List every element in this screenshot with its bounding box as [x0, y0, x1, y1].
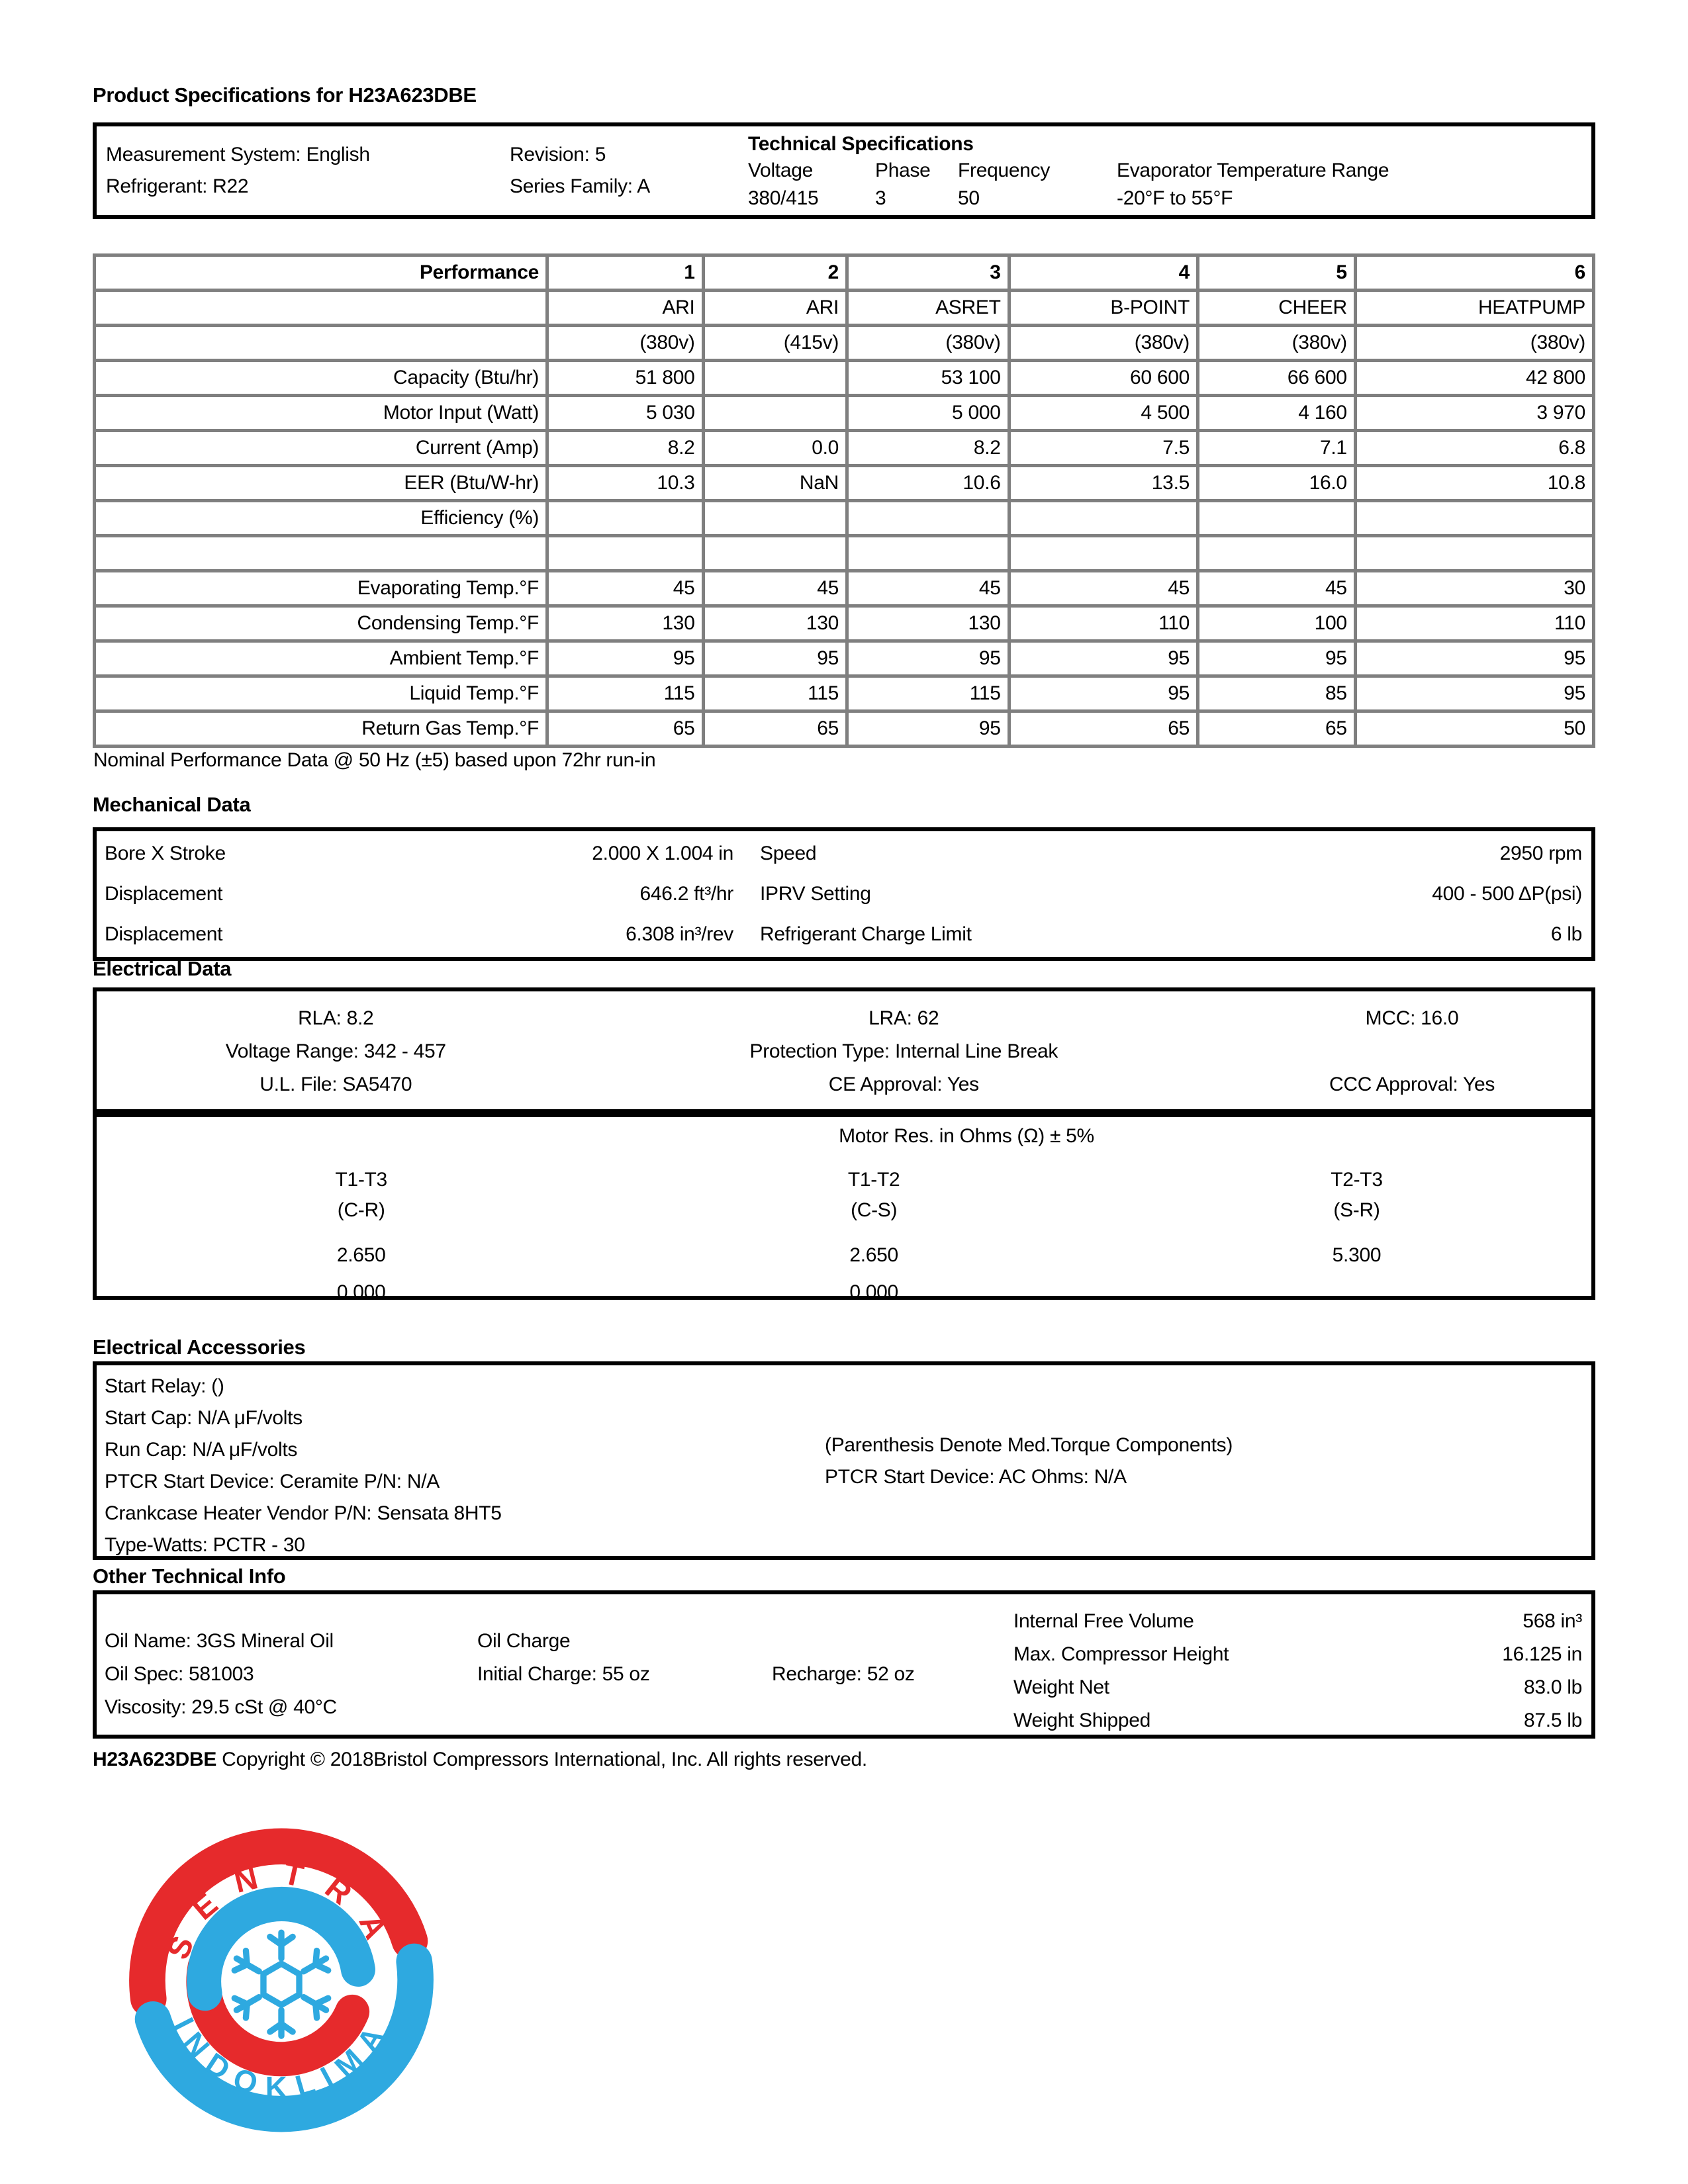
- row-label: Evaporating Temp.°F: [95, 571, 547, 606]
- ccc-approval: CCC Approval: Yes: [1329, 1073, 1495, 1095]
- ptcr-start-device: PTCR Start Device: Ceramite P/N: N/A: [105, 1471, 440, 1492]
- ptcr-ac-ohms: PTCR Start Device: AC Ohms: N/A: [825, 1466, 1127, 1488]
- viscosity: Viscosity: 29.5 cSt @ 40°C: [105, 1696, 337, 1718]
- perf-cell: 3: [847, 255, 1009, 291]
- winding-sub: (C-S): [851, 1199, 898, 1221]
- perf-cell: 7.1: [1198, 431, 1356, 466]
- series-family: Series Family: A: [510, 175, 650, 197]
- perf-cell: [547, 536, 704, 571]
- perf-cell: 85: [1198, 676, 1356, 711]
- perf-cell: 5 000: [847, 396, 1009, 431]
- perf-cell: 0.0: [703, 431, 847, 466]
- mechanical-row: [105, 834, 1583, 874]
- perf-cell: 95: [1009, 641, 1197, 676]
- other-info-heading: Other Technical Info: [93, 1565, 286, 1588]
- electrical-ratings: [97, 991, 1591, 1117]
- table-row: [95, 536, 1594, 571]
- perf-cell: (380v): [547, 326, 704, 361]
- table-row: [95, 676, 1594, 711]
- table-row: [95, 291, 1594, 326]
- perf-cell: 53 100: [847, 361, 1009, 396]
- accessories-heading: Electrical Accessories: [93, 1336, 306, 1359]
- perf-cell: 65: [1198, 711, 1356, 747]
- electrical-row: [97, 1007, 1591, 1030]
- tech-specs-title: Technical Specifications: [748, 133, 974, 155]
- type-watts: Type-Watts: PCTR - 30: [105, 1534, 305, 1556]
- perf-cell: 130: [547, 606, 704, 641]
- perf-cell: 130: [703, 606, 847, 641]
- perf-cell: 4 500: [1009, 396, 1197, 431]
- perf-cell: 95: [1355, 676, 1593, 711]
- winding-resistance: 0.000: [336, 1281, 386, 1303]
- start-relay: Start Relay: (): [105, 1375, 224, 1397]
- motor-res-title: Motor Res. in Ohms (Ω) ± 5%: [839, 1125, 1094, 1147]
- weight-shipped-value: 87.5 lb: [1524, 1709, 1582, 1731]
- motor-resistance: [97, 1117, 1591, 1308]
- perf-cell: (415v): [703, 326, 847, 361]
- perf-cell: 115: [847, 676, 1009, 711]
- perf-cell: [547, 501, 704, 536]
- perf-cell: 1: [547, 255, 704, 291]
- table-row: [95, 571, 1594, 606]
- perf-cell: [1198, 536, 1356, 571]
- winding-resistance: 0.000: [849, 1281, 898, 1303]
- weight-shipped-label: Weight Shipped: [1013, 1709, 1151, 1731]
- torque-note: (Parenthesis Denote Med.Torque Components): [825, 1434, 1233, 1456]
- model-number: H23A623DBE: [93, 1749, 217, 1770]
- perf-cell: 66 600: [1198, 361, 1356, 396]
- row-label: Ambient Temp.°F: [95, 641, 547, 676]
- row-label: [95, 326, 547, 361]
- page-title: Product Specifications for H23A623DBE: [93, 83, 477, 107]
- table-row: [95, 606, 1594, 641]
- perf-cell: 8.2: [847, 431, 1009, 466]
- perf-cell: [1355, 536, 1593, 571]
- winding-resistance: 2.650: [336, 1244, 386, 1266]
- snowflake-icon: [231, 1933, 332, 2036]
- perf-cell: 6: [1355, 255, 1593, 291]
- mechanical-row: [105, 914, 1583, 954]
- perf-cell: ASRET: [847, 291, 1009, 326]
- header-mid-column: [510, 132, 748, 210]
- protection-type: Protection Type: Internal Line Break: [749, 1040, 1058, 1062]
- perf-cell: B-POINT: [1009, 291, 1197, 326]
- perf-cell: CHEER: [1198, 291, 1356, 326]
- perf-cell: 45: [703, 571, 847, 606]
- weight-net-label: Weight Net: [1013, 1676, 1109, 1698]
- oil-info: [105, 1625, 337, 1724]
- logo-top-textpath: SENTRA: [160, 1855, 402, 1965]
- spec-row: [1013, 1638, 1582, 1671]
- winding-t2-t3: [1122, 1165, 1591, 1308]
- table-row: [95, 326, 1594, 361]
- perf-cell: 2: [703, 255, 847, 291]
- perf-cell: (380v): [1009, 326, 1197, 361]
- lra-value: LRA: 62: [868, 1007, 939, 1029]
- mechanical-heading: Mechanical Data: [93, 793, 251, 816]
- perf-cell: [703, 501, 847, 536]
- recharge: Recharge: 52 oz: [772, 1663, 915, 1685]
- copyright-line: [93, 1749, 867, 1771]
- perf-cell: 4 160: [1198, 396, 1356, 431]
- header-box: [93, 122, 1595, 219]
- perf-cell: 42 800: [1355, 361, 1593, 396]
- perf-cell: 30: [1355, 571, 1593, 606]
- performance-note: Nominal Performance Data @ 50 Hz (±5) based upon 72hr run-in: [93, 749, 656, 771]
- perf-cell: 65: [1009, 711, 1197, 747]
- spec-row: [1013, 1671, 1582, 1704]
- frequency-value: 50: [958, 187, 980, 209]
- displacement-rev-label: Displacement: [105, 923, 223, 945]
- perf-cell: 3 970: [1355, 396, 1593, 431]
- perf-cell: [847, 501, 1009, 536]
- perf-cell: 65: [547, 711, 704, 747]
- height-value: 16.125 in: [1502, 1643, 1582, 1665]
- logo-red-inner-arc: [203, 1967, 352, 2060]
- ce-approval: CE Approval: Yes: [828, 1073, 979, 1095]
- perf-cell: (380v): [1198, 326, 1356, 361]
- electrical-box: [93, 987, 1595, 1303]
- perf-cell: 130: [847, 606, 1009, 641]
- perf-cell: 10.8: [1355, 466, 1593, 501]
- iprv-value: 400 - 500 ΔP(psi): [1432, 883, 1582, 905]
- perf-cell: (380v): [1355, 326, 1593, 361]
- displacement-hr-value: 646.2 ft³/hr: [639, 883, 733, 905]
- row-label: Motor Input (Watt): [95, 396, 547, 431]
- table-row: [95, 641, 1594, 676]
- perf-cell: 10.3: [547, 466, 704, 501]
- perf-cell: 110: [1355, 606, 1593, 641]
- perf-cell: ARI: [703, 291, 847, 326]
- row-label: Current (Amp): [95, 431, 547, 466]
- row-label: Capacity (Btu/hr): [95, 361, 547, 396]
- perf-cell: 10.6: [847, 466, 1009, 501]
- charge-limit-label: Refrigerant Charge Limit: [760, 923, 972, 945]
- charge-limit-value: 6 lb: [1550, 923, 1582, 945]
- frequency-label: Frequency: [958, 159, 1051, 181]
- other-info-box: [93, 1590, 1595, 1739]
- table-row: [95, 466, 1594, 501]
- perf-cell: [1355, 501, 1593, 536]
- winding-resistance: 5.300: [1332, 1244, 1382, 1266]
- oil-name: Oil Name: 3GS Mineral Oil: [105, 1630, 334, 1652]
- bore-stroke-label: Bore X Stroke: [105, 842, 226, 865]
- oil-spec: Oil Spec: 581003: [105, 1663, 254, 1685]
- displacement-hr-label: Displacement: [105, 883, 223, 905]
- perf-cell: 51 800: [547, 361, 704, 396]
- tech-specs-grid: [748, 159, 1582, 210]
- table-row: [95, 711, 1594, 747]
- perf-cell: [847, 536, 1009, 571]
- row-label: Condensing Temp.°F: [95, 606, 547, 641]
- bore-stroke-value: 2.000 X 1.004 in: [592, 842, 733, 865]
- electrical-heading: Electrical Data: [93, 957, 232, 980]
- spec-row: [1013, 1704, 1582, 1737]
- rla-value: RLA: 8.2: [298, 1007, 374, 1029]
- perf-cell: 5 030: [547, 396, 704, 431]
- perf-cell: 16.0: [1198, 466, 1356, 501]
- winding-name: T2-T3: [1331, 1169, 1383, 1191]
- start-cap: Start Cap: N/A μF/volts: [105, 1407, 303, 1429]
- perf-cell: 45: [847, 571, 1009, 606]
- perf-cell: 4: [1009, 255, 1197, 291]
- measurement-system: Measurement System: English: [106, 144, 370, 165]
- table-row: [95, 501, 1594, 536]
- evap-range-value: -20°F to 55°F: [1117, 187, 1233, 209]
- mcc-value: MCC: 16.0: [1365, 1007, 1459, 1029]
- initial-charge: Initial Charge: 55 oz: [477, 1663, 650, 1685]
- tech-specs: [748, 132, 1582, 210]
- perf-cell: 50: [1355, 711, 1593, 747]
- crankcase-heater: Crankcase Heater Vendor P/N: Sensata 8HT5: [105, 1502, 502, 1524]
- dimensions-weights: [1013, 1605, 1582, 1737]
- phase-value: 3: [875, 187, 886, 209]
- performance-table: [93, 253, 1595, 748]
- perf-cell: [1009, 536, 1197, 571]
- perf-cell: 60 600: [1009, 361, 1197, 396]
- header-left-column: [106, 132, 510, 210]
- free-volume-label: Internal Free Volume: [1013, 1610, 1194, 1632]
- speed-label: Speed: [760, 842, 817, 865]
- speed-value: 2950 rpm: [1499, 842, 1582, 865]
- winding-t1-t2: [626, 1165, 1122, 1308]
- table-row: [95, 396, 1594, 431]
- perf-cell: 45: [547, 571, 704, 606]
- evap-range-label: Evaporator Temperature Range: [1117, 159, 1389, 181]
- perf-cell: 115: [703, 676, 847, 711]
- table-row: [95, 255, 1594, 291]
- run-cap: Run Cap: N/A μF/volts: [105, 1439, 298, 1461]
- perf-cell: 95: [1355, 641, 1593, 676]
- company-logo: [109, 1808, 453, 2152]
- perf-cell: 95: [1009, 676, 1197, 711]
- row-label: Performance: [95, 255, 547, 291]
- mechanical-box: [93, 827, 1595, 961]
- row-label: Efficiency (%): [95, 501, 547, 536]
- row-label: [95, 291, 547, 326]
- perf-cell: 95: [547, 641, 704, 676]
- perf-cell: 115: [547, 676, 704, 711]
- perf-cell: 13.5: [1009, 466, 1197, 501]
- perf-cell: 65: [703, 711, 847, 747]
- mechanical-row: [105, 874, 1583, 915]
- table-row: [95, 361, 1594, 396]
- height-label: Max. Compressor Height: [1013, 1643, 1229, 1665]
- performance-table-body: [95, 255, 1594, 747]
- perf-cell: [1198, 501, 1356, 536]
- electrical-row: [97, 1073, 1591, 1096]
- voltage-value: 380/415: [748, 187, 819, 209]
- perf-cell: 95: [703, 641, 847, 676]
- perf-cell: 5: [1198, 255, 1356, 291]
- electrical-row: [97, 1040, 1591, 1063]
- oil-charge-label: Oil Charge: [477, 1630, 571, 1652]
- perf-cell: 100: [1198, 606, 1356, 641]
- free-volume-value: 568 in³: [1523, 1610, 1582, 1632]
- winding-resistance: 2.650: [849, 1244, 898, 1266]
- oil-charge-info: [477, 1625, 650, 1691]
- row-label: Return Gas Temp.°F: [95, 711, 547, 747]
- winding-t1-t3: [97, 1165, 626, 1308]
- winding-name: T1-T3: [335, 1169, 387, 1191]
- voltage-label: Voltage: [748, 159, 813, 181]
- logo-bottom-textpath: INDOKLIMA: [166, 2011, 397, 2105]
- row-label: Liquid Temp.°F: [95, 676, 547, 711]
- perf-cell: ARI: [547, 291, 704, 326]
- copyright-text: Copyright © 2018Bristol Compressors International, Inc. All rights reserved.: [216, 1749, 867, 1770]
- table-row: [95, 431, 1594, 466]
- perf-cell: NaN: [703, 466, 847, 501]
- perf-cell: 95: [847, 641, 1009, 676]
- perf-cell: 8.2: [547, 431, 704, 466]
- perf-cell: [703, 536, 847, 571]
- perf-cell: 45: [1198, 571, 1356, 606]
- winding-sub: (S-R): [1333, 1199, 1380, 1221]
- ul-file: U.L. File: SA5470: [259, 1073, 412, 1095]
- perf-cell: HEATPUMP: [1355, 291, 1593, 326]
- weight-net-value: 83.0 lb: [1524, 1676, 1582, 1698]
- iprv-label: IPRV Setting: [760, 883, 871, 905]
- accessories-box: [93, 1361, 1595, 1560]
- perf-cell: 95: [1198, 641, 1356, 676]
- perf-cell: 7.5: [1009, 431, 1197, 466]
- perf-cell: [703, 396, 847, 431]
- revision: Revision: 5: [510, 144, 606, 165]
- phase-label: Phase: [875, 159, 931, 181]
- perf-cell: (380v): [847, 326, 1009, 361]
- voltage-range: Voltage Range: 342 - 457: [225, 1040, 446, 1062]
- winding-sub: (C-R): [337, 1199, 385, 1221]
- displacement-rev-value: 6.308 in³/rev: [626, 923, 733, 945]
- windings-grid: [97, 1165, 1591, 1308]
- spec-row: [1013, 1605, 1582, 1638]
- refrigerant: Refrigerant: R22: [106, 175, 249, 197]
- perf-cell: [703, 361, 847, 396]
- perf-cell: 6.8: [1355, 431, 1593, 466]
- perf-cell: 95: [847, 711, 1009, 747]
- winding-name: T1-T2: [847, 1169, 900, 1191]
- perf-cell: 45: [1009, 571, 1197, 606]
- row-label: [95, 536, 547, 571]
- row-label: EER (Btu/W-hr): [95, 466, 547, 501]
- perf-cell: [1009, 501, 1197, 536]
- perf-cell: 110: [1009, 606, 1197, 641]
